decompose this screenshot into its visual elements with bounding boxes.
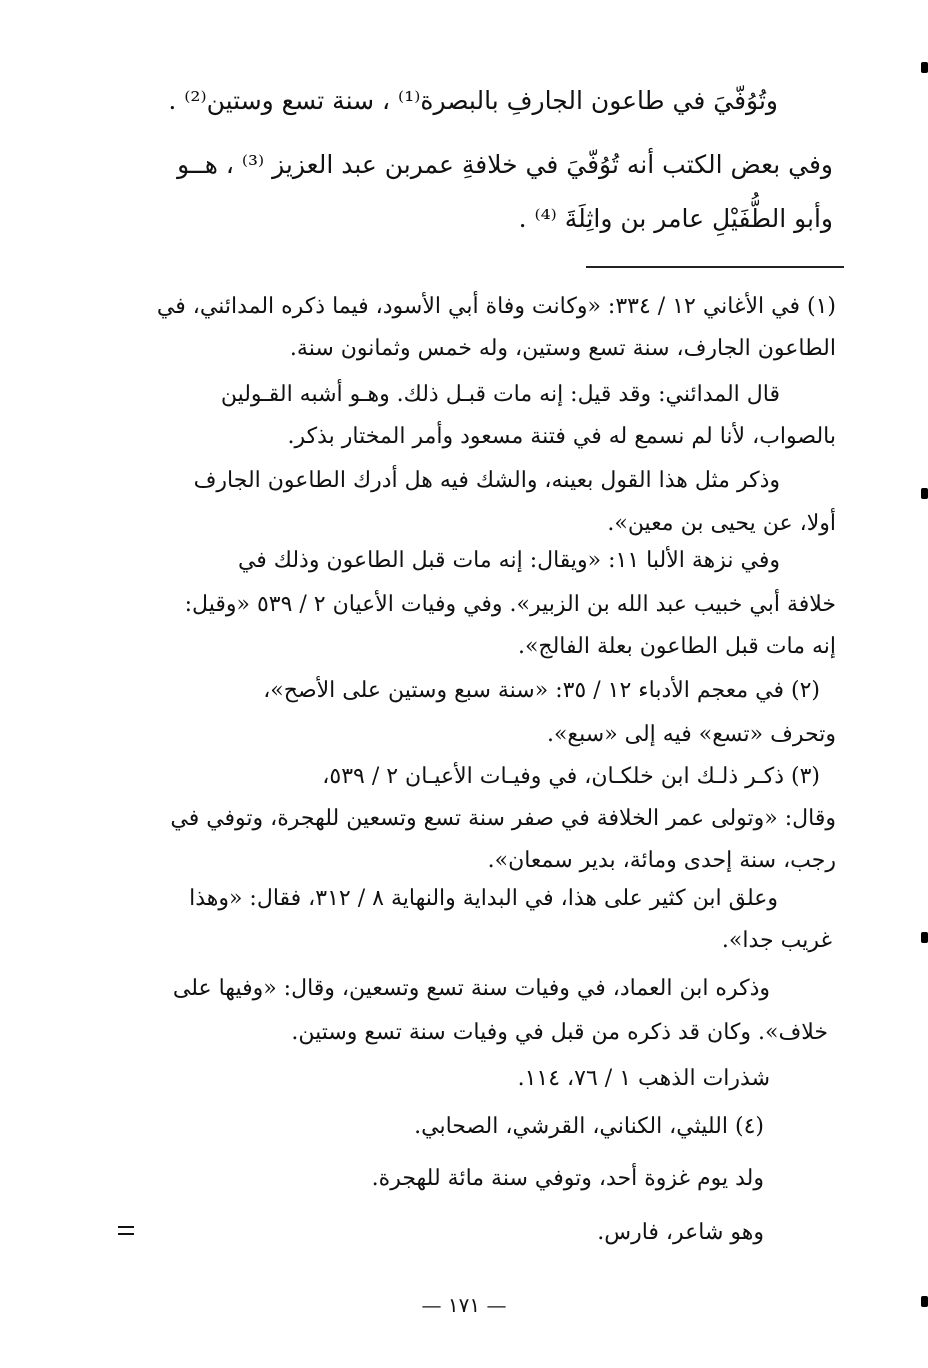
footnote-line-9: إنه مات قبل الطاعون بعلة الفالج».: [517, 634, 836, 659]
footnote-line-10: (٢) في معجم الأدباء ١٢ / ٣٥: «سنة سبع وستين على الأصح»،: [263, 678, 820, 703]
footnote-line-21: ولد يوم غزوة أحد، وتوفي سنة مائة للهجرة.: [371, 1166, 764, 1191]
main-text-line-1: وتُوُفّيَ في طاعون الجارفِ بالبصرة⁽¹⁾ ، سنة تسع وستين⁽²⁾ .: [168, 86, 778, 115]
margin-double-dash-mark: [118, 1226, 134, 1235]
footnote-line-6: أولا، عن يحيى بن معين».: [607, 511, 836, 536]
page-edge-mark: [921, 932, 928, 943]
footnote-line-13: وقال: «وتولى عمر الخلافة في صفر سنة تسع وتسعين للهجرة، وتوفي في: [170, 806, 836, 831]
footnote-line-18: خلاف». وكان قد ذكره من قبل في وفيات سنة تسع وستين.: [291, 1020, 828, 1045]
footnote-line-12: (٣) ذكـر ذلـك ابن خلكـان، في وفيـات الأعيـان ٢ / ٥٣٩،: [322, 764, 820, 789]
footnote-line-5: وذكر مثل هذا القول بعينه، والشك فيه هل أدرك الطاعون الجارف: [193, 468, 780, 493]
page-edge-mark: [921, 62, 928, 73]
footnote-line-16: غريب جدا».: [721, 928, 832, 953]
footnote-line-2: الطاعون الجارف، سنة تسع وستين، وله خمس وثمانون سنة.: [289, 336, 836, 361]
footnote-line-8: خلافة أبي خبيب عبد الله بن الزبير». وفي وفيات الأعيان ٢ / ٥٣٩ «وقيل:: [184, 592, 836, 617]
footnote-line-22: وهو شاعر، فارس.: [597, 1220, 764, 1245]
footnote-line-19: شذرات الذهب ١ / ٧٦، ١١٤.: [517, 1066, 770, 1091]
main-text-line-3: وأبو الطُّفَيْلِ عامر بن واثِلَةَ ⁽⁴⁾ .: [518, 204, 833, 233]
main-text-line-2: وفي بعض الكتب أنه تُوُفّيَ في خلافةِ عمربن عبد العزيز ⁽³⁾ ، هــو: [177, 150, 833, 179]
footnote-line-3: قال المدائني: وقد قيل: إنه مات قبـل ذلك. وهـو أشبه القـولين: [220, 382, 780, 407]
footnote-line-14: رجب، سنة إحدى ومائة، بدير سمعان».: [487, 848, 836, 873]
footnote-line-7: وفي نزهة الألبا ١١: «ويقال: إنه مات قبل الطاعون وذلك في: [237, 548, 780, 573]
footnote-separator: [586, 266, 844, 268]
page-number: — ١٧١ —: [421, 1293, 507, 1317]
footnote-line-17: وذكره ابن العماد، في وفيات سنة تسع وتسعين، وقال: «وفيها على: [172, 976, 770, 1001]
footnote-line-11: وتحرف «تسع» فيه إلى «سبع».: [546, 722, 836, 747]
footnote-line-15: وعلق ابن كثير على هذا، في البداية والنهاية ٨ / ٣١٢، فقال: «وهذا: [189, 886, 778, 911]
page-edge-mark: [921, 488, 928, 499]
footnote-line-4: بالصواب، لأنا لم نسمع له في فتنة مسعود وأمر المختار بذكر.: [287, 424, 836, 449]
footnote-line-1: (١) في الأغاني ١٢ / ٣٣٤: «وكانت وفاة أبي الأسود، فيما ذكره المدائني، في: [156, 294, 836, 319]
footnote-line-20: (٤) الليثي، الكناني، القرشي، الصحابي.: [414, 1114, 764, 1139]
